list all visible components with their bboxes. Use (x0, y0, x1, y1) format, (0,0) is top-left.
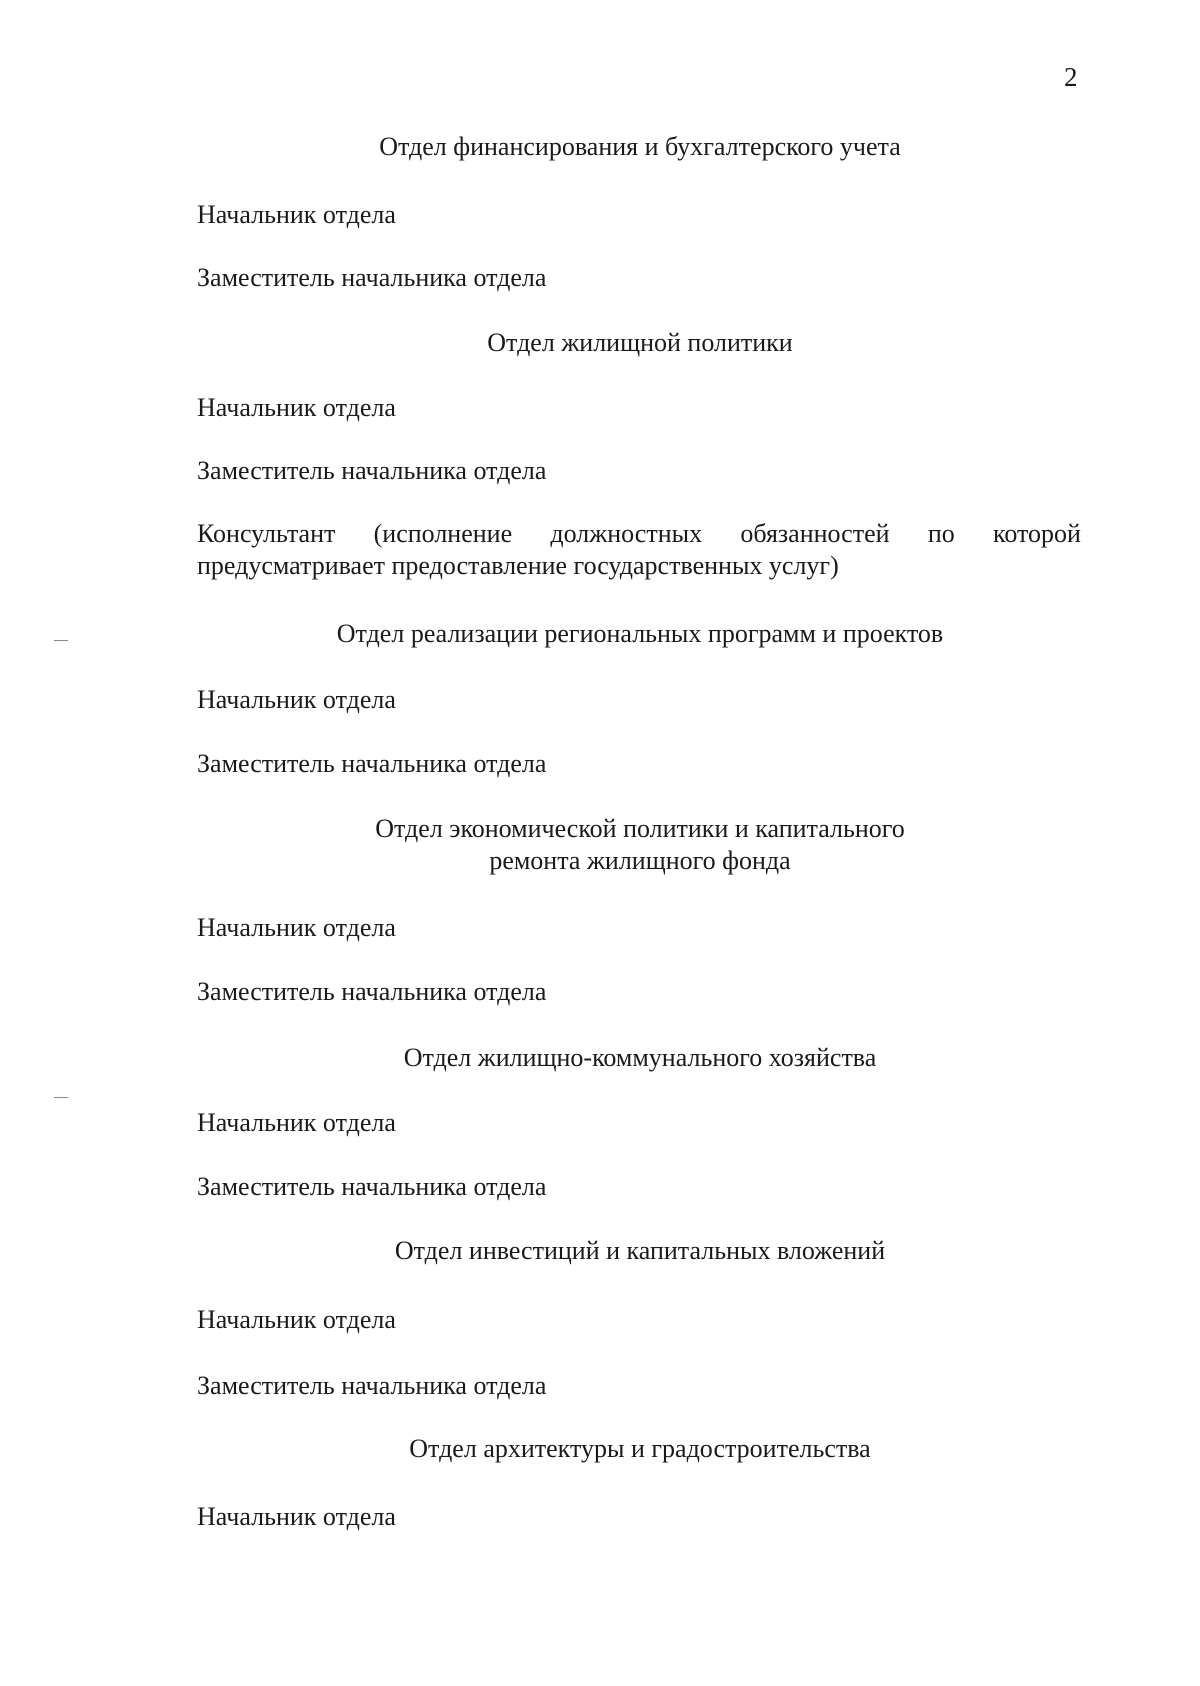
position-deputy-finance: Заместитель начальника отдела (197, 263, 547, 292)
consultant-word: по (927, 519, 955, 548)
section-heading-regional-programs: Отдел реализации региональных программ и проектов (336, 619, 944, 648)
page-number: 2 (1064, 62, 1078, 92)
position-head-economic-policy: Начальник отдела (197, 913, 396, 942)
section-heading-architecture: Отдел архитектуры и градостроительства (409, 1434, 871, 1463)
position-head-utilities: Начальник отдела (197, 1108, 396, 1137)
section-heading-utilities: Отдел жилищно-коммунального хозяйства (403, 1043, 877, 1072)
consultant-word: должностных (550, 519, 703, 548)
position-deputy-regional-programs: Заместитель начальника отдела (197, 749, 547, 778)
section-heading-housing-policy: Отдел жилищной политики (487, 328, 793, 357)
position-head-regional-programs: Начальник отдела (197, 685, 396, 714)
section-heading-line-1: Отдел экономической политики и капитального (375, 814, 905, 843)
consultant-word: обязанностей (740, 519, 890, 548)
position-head-finance: Начальник отдела (197, 200, 396, 229)
section-heading-line-2: ремонта жилищного фонда (489, 846, 791, 875)
consultant-word: (исполнение (373, 519, 513, 548)
scan-mark (54, 1097, 68, 1098)
position-head-architecture: Начальник отдела (197, 1502, 396, 1531)
position-deputy-housing-policy: Заместитель начальника отдела (197, 456, 547, 485)
consultant-line-2: предусматривает предоставление государственных услуг) (197, 551, 839, 580)
section-heading-economic-policy (130, 813, 1150, 877)
section-heading-investments: Отдел инвестиций и капитальных вложений (394, 1236, 886, 1265)
position-head-investments: Начальник отдела (197, 1305, 396, 1334)
position-deputy-utilities: Заместитель начальника отдела (197, 1172, 547, 1201)
consultant-word: Консультант (197, 519, 336, 548)
consultant-word: которой (993, 519, 1081, 548)
scan-mark (54, 640, 68, 641)
position-head-housing-policy: Начальник отдела (197, 393, 396, 422)
section-heading-finance: Отдел финансирования и бухгалтерского учета (379, 132, 901, 161)
position-consultant (197, 518, 1081, 582)
consultant-line-1 (197, 518, 1081, 550)
position-deputy-investments: Заместитель начальника отдела (197, 1371, 547, 1400)
position-deputy-economic-policy: Заместитель начальника отдела (197, 977, 547, 1006)
